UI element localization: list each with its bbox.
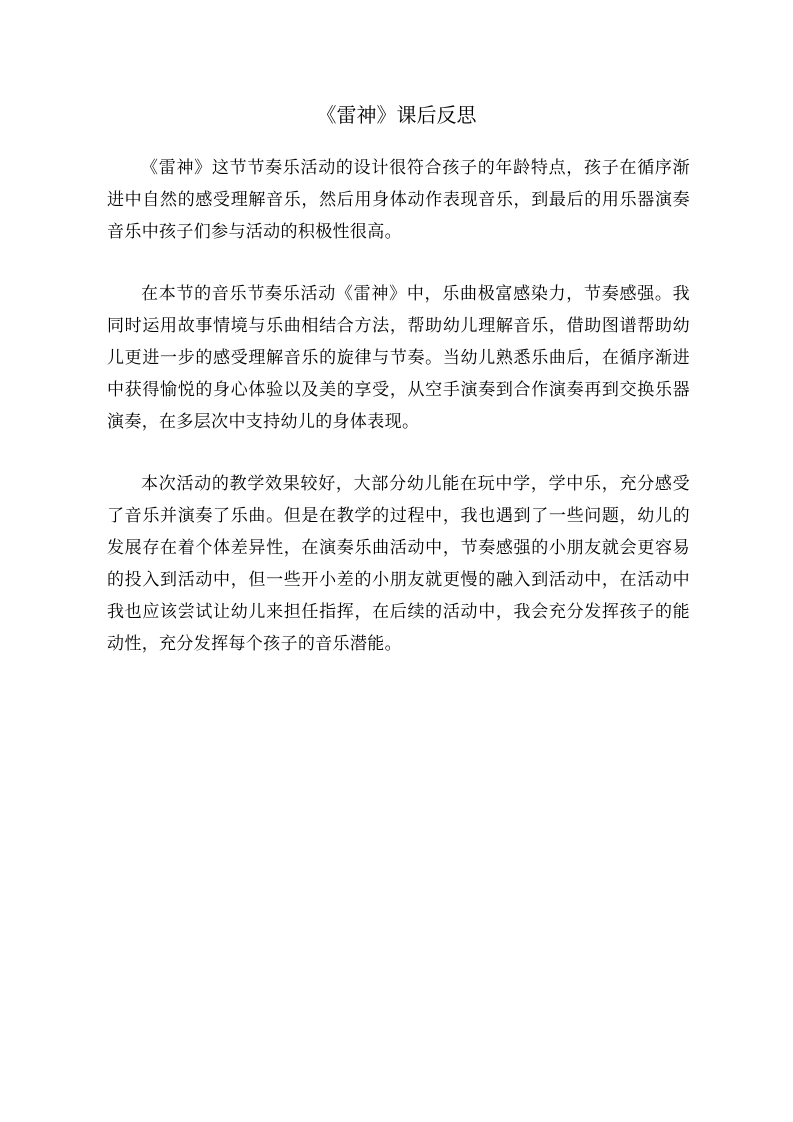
paragraph-1: 《雷神》这节节奏乐活动的设计很符合孩子的年龄特点，孩子在循序渐进中自然的感受理解音乐，然后用身体动作表现音乐，到最后的用乐器演奏音乐中孩子们参与活动的积极性很高。 xyxy=(107,158,690,242)
paragraph-2: 在本节的音乐节奏乐活动《雷神》中，乐曲极富感染力，节奏感强。我同时运用故事情境与乐曲相结合方法，帮助幼儿理解音乐，借助图谱帮助幼儿更进一步的感受理解音乐的旋律与节奏。当幼儿熟悉乐曲后，在循序渐进中获得愉悦的身心体验以及美的享受，从空手演奏到合作演奏再到交换乐器演奏，在多层次中支持幼儿的身体表现。 xyxy=(107,284,690,432)
document-body xyxy=(107,152,690,690)
document-title: 《雷神》课后反思 xyxy=(316,103,477,127)
paragraph-3: 本次活动的教学效果较好，大部分幼儿能在玩中学，学中乐，充分感受了音乐并演奏了乐曲。但是在教学的过程中，我也遇到了一些问题，幼儿的发展存在着个体差异性，在演奏乐曲活动中，节奏感强的小朋友就会更容易的投入到活动中，但一些开小差的小朋友就更慢的融入到活动中，在活动中我也应该尝试让幼儿来担任指挥，在后续的活动中，我会充分发挥孩子的能动性，充分发挥每个孩子的音乐潜能。 xyxy=(107,474,690,654)
